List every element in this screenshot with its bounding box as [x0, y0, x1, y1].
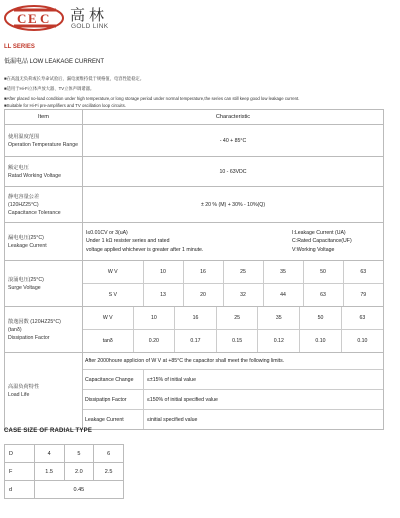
wv-value: 10: [143, 261, 183, 284]
row-label-surge: [5, 261, 83, 307]
label-en: (120HZ25°C): [8, 201, 39, 208]
feature-line: ■适用于Hi-Fi立体声放大器、TV立体声调谐器。: [4, 86, 95, 91]
brand-english-name: GOLD LINK: [71, 23, 109, 30]
label-cn: 高温负荷特性: [8, 384, 40, 390]
load-life-key: Leakage Current: [83, 410, 144, 429]
case-size-table: [4, 444, 124, 499]
tan-value: 0.10: [300, 330, 342, 353]
load-life-value: ≤initial specified value: [147, 416, 198, 423]
wv-value: 63: [359, 315, 366, 321]
tan-value: 0.20: [133, 330, 175, 353]
surge-cell: [83, 261, 384, 307]
label-cn: 额定电压: [8, 164, 29, 171]
series-name: LL SERIES: [4, 44, 35, 50]
feature-line: ■Suitable for Hi-Fi pre-amplifiers and TV oscillation loop circuits.: [4, 103, 126, 108]
wv-value: 63: [360, 269, 367, 275]
load-life-value: ≤150% of initial specified value: [147, 396, 218, 403]
label-en: Capacitance Tolerance: [8, 209, 61, 216]
label-cn: 使用温度范围: [8, 133, 40, 140]
sv-value: 13: [143, 284, 183, 307]
dissipation-table: [83, 307, 383, 352]
wv-value: 16: [183, 261, 223, 284]
leakage-formula: I≤0.01CV or 3(uA) Under 1 kΩ resister series and rated voltage applied whichever is greater after 1 minute.: [86, 229, 204, 253]
wv-value: 10: [133, 307, 175, 330]
wv-value: 35: [258, 307, 300, 330]
sv-value: 32: [223, 284, 263, 307]
case-size-title: CASE SIZE OF RADIAL TYPE: [4, 428, 93, 434]
wv-label: W V: [83, 307, 133, 330]
case-f-value: 2.0: [64, 463, 94, 481]
load-life-row: [83, 409, 383, 429]
tan-label: tanδ: [83, 330, 133, 353]
label-en: Ratad Working Voltage: [8, 172, 61, 179]
case-f-value: 1.5: [34, 463, 64, 481]
sv-value: 20: [183, 284, 223, 307]
label-en: Leakage Current: [8, 242, 47, 249]
case-d-value: 5: [64, 445, 94, 463]
load-life-cell: [83, 353, 384, 430]
label-cn: 静电容量公差: [8, 193, 40, 200]
sv-value: 79: [343, 284, 383, 307]
label-en: Dissipation Factor: [8, 334, 50, 341]
wv-value: 16: [175, 307, 217, 330]
row-label-load-life: [5, 353, 83, 430]
label-cn: 漏电电压(25°C): [8, 234, 44, 241]
sv-label: S V: [83, 284, 143, 307]
specification-table: [4, 109, 384, 430]
wv-label: W V: [83, 261, 143, 284]
load-life-row: [83, 389, 383, 409]
case-f-value: 2.5: [94, 463, 124, 481]
tan-value: 0.17: [175, 330, 217, 353]
header-characteristic: Characteristic: [83, 110, 384, 125]
wv-value: 35: [263, 261, 303, 284]
feature-line: ■在高温无负荷或长寿命试验后，漏电流维持低于规格值，电容性能稳定。: [4, 76, 145, 81]
svg-text:E: E: [28, 11, 37, 26]
case-d-value: 4: [34, 445, 64, 463]
label-en: Operation Temperature Range: [8, 141, 78, 148]
wv-value: 50: [300, 307, 342, 330]
rated-voltage-value: 10 - 63VDC: [83, 157, 384, 187]
leakage-legend: I:Leakage Current (UA) C:Rated Capacitance(UF) V:Working Voltage: [292, 229, 352, 253]
tan-value: 0.15: [216, 330, 258, 353]
load-life-row: [83, 369, 383, 389]
surge-voltage-table: [83, 261, 383, 306]
sv-value: 63: [303, 284, 343, 307]
operation-temp-value: - 40 + 85°C: [83, 125, 384, 157]
load-life-key: Capacitance Change: [83, 370, 144, 389]
svg-text:C: C: [40, 11, 50, 26]
load-life-value: ≤±15% of initial value: [147, 376, 196, 383]
company-logo: [4, 4, 66, 32]
wv-value: 50: [303, 261, 343, 284]
wv-value: 25: [223, 261, 263, 284]
case-f-label: F: [5, 463, 35, 481]
row-label-cap-tolerance: [5, 187, 83, 223]
sv-value: 44: [263, 284, 303, 307]
label-cn: 浪涌电压(25°C): [8, 276, 44, 283]
case-d-value: 6: [94, 445, 124, 463]
case-lead-d-value: 0.45: [34, 481, 123, 499]
label-en: Surge Voltage: [8, 284, 41, 291]
label-en: (tanδ): [8, 326, 22, 333]
svg-text:C: C: [17, 11, 27, 26]
cap-tolerance-value: ± 20 % (M) + 30% - 10%(Q): [83, 187, 384, 223]
case-lead-d-label: d: [5, 481, 35, 499]
row-label-dissipation: [5, 307, 83, 353]
row-label-leakage: [5, 223, 83, 261]
series-subtitle: 低漏电品 LOW LEAKAGE CURRENT: [4, 59, 105, 65]
row-label-rated-voltage: [5, 157, 83, 187]
brand-chinese-name: 高林: [70, 6, 109, 24]
header-item: Item: [5, 110, 83, 125]
wv-value: 25: [216, 307, 258, 330]
tan-value: 0.12: [258, 330, 300, 353]
label-en: Load Life: [8, 392, 30, 398]
load-life-key: Dissipatipn Factor: [83, 390, 144, 409]
load-life-intro: After 2000houre applicion of W V at +85°C the capacitor shall meet the following limits.: [85, 358, 285, 364]
leakage-cell: [83, 223, 384, 261]
case-d-label: D: [5, 445, 35, 463]
feature-line: ■After placed no-load condition under high temperature,or long storage period under normal temperature,the series can still keep good low leakage current.: [4, 96, 300, 101]
tan-value: 0.10: [341, 330, 383, 353]
label-cn: 散逸因数 (120HZ25°C): [8, 318, 61, 325]
dissipation-cell: [83, 307, 384, 353]
row-label-operation-temp: [5, 125, 83, 157]
